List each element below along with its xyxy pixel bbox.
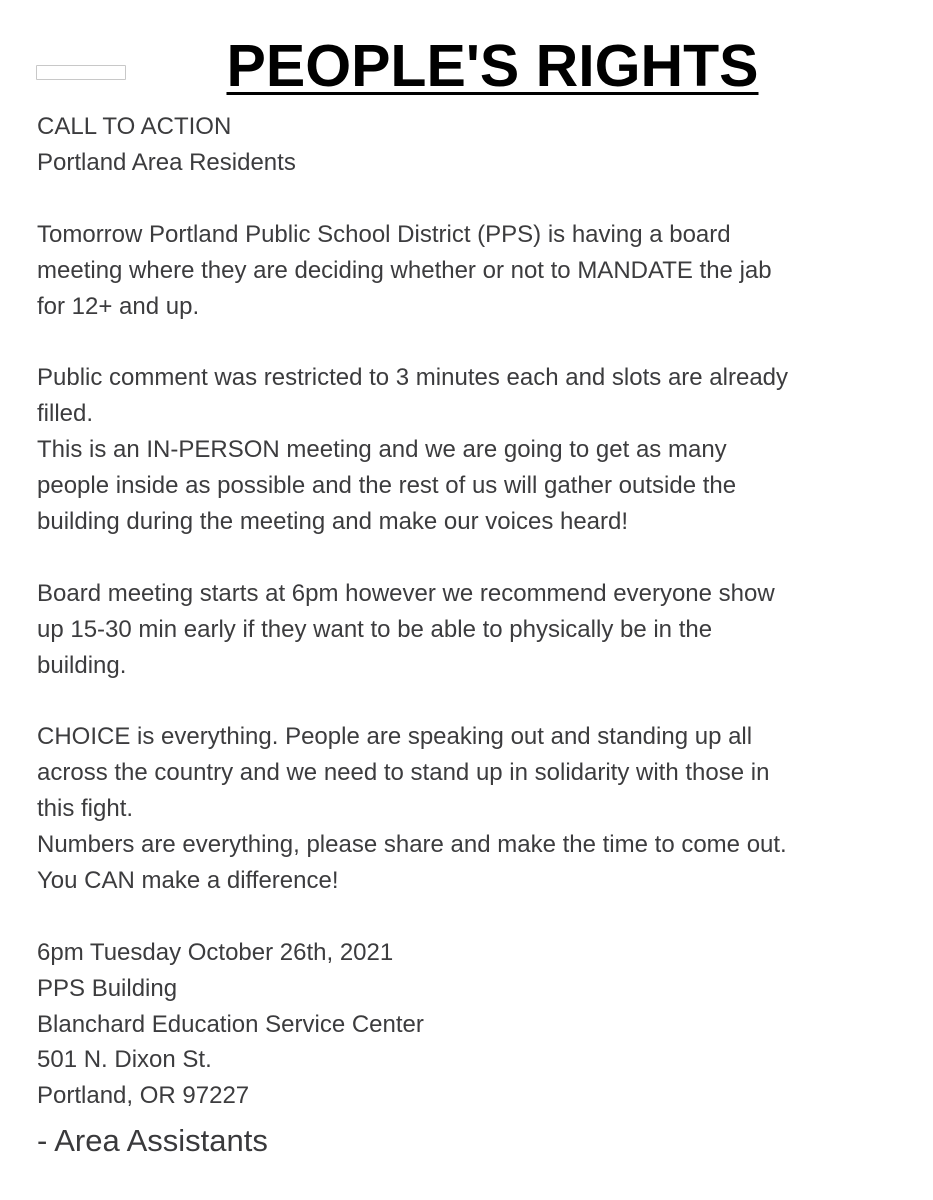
paragraph-spacer [37, 324, 917, 360]
paragraph4-line: this fight. [37, 795, 134, 823]
event-building: PPS Building [37, 974, 178, 1002]
call-to-action-heading: CALL TO ACTION [37, 113, 232, 140]
event-center: Blanchard Education Service Center [37, 1010, 424, 1038]
paragraph4-line: across the country and we need to stand up in solidarity with those in [37, 759, 770, 787]
paragraph3-line: up 15-30 min early if they want to be able to physically be in the [37, 615, 713, 643]
page-title [0, 30, 933, 102]
paragraph2-line: filled. [37, 400, 94, 428]
paragraph1-line: for 12+ and up. [37, 292, 200, 320]
event-street: 501 N. Dixon St. [37, 1046, 212, 1074]
audience-line: Portland Area Residents [37, 148, 296, 176]
paragraph1-line: meeting where they are deciding whether or not to MANDATE the jab [37, 256, 772, 284]
title-text: PEOPLE'S RIGHTS [226, 33, 759, 99]
paragraph-spacer [37, 181, 917, 217]
paragraph4-line: You CAN make a difference! [37, 866, 339, 894]
paragraph3-line: building. [37, 651, 127, 679]
paragraph4-line: Numbers are everything, please share and make the time to come out. [37, 831, 787, 859]
event-city: Portland, OR 97227 [37, 1082, 250, 1110]
paragraph-spacer [37, 899, 917, 935]
paragraph1-line: Tomorrow Portland Public School District (PPS) is having a board [37, 220, 731, 248]
signature: - Area Assistants [37, 1123, 268, 1158]
paragraph-spacer [37, 683, 917, 719]
paragraph2-line: This is an IN-PERSON meeting and we are going to get as many [37, 436, 727, 464]
document-body [37, 109, 917, 1114]
paragraph3-line: Board meeting starts at 6pm however we recommend everyone show [37, 579, 775, 607]
event-datetime: 6pm Tuesday October 26th, 2021 [37, 938, 394, 966]
paragraph4-line: CHOICE is everything. People are speaking out and standing up all [37, 723, 753, 751]
paragraph-spacer [37, 540, 917, 576]
paragraph2-line: building during the meeting and make our voices heard! [37, 507, 629, 535]
paragraph2-line: people inside as possible and the rest of us will gather outside the [37, 472, 737, 500]
paragraph2-line: Public comment was restricted to 3 minutes each and slots are already [37, 364, 789, 392]
